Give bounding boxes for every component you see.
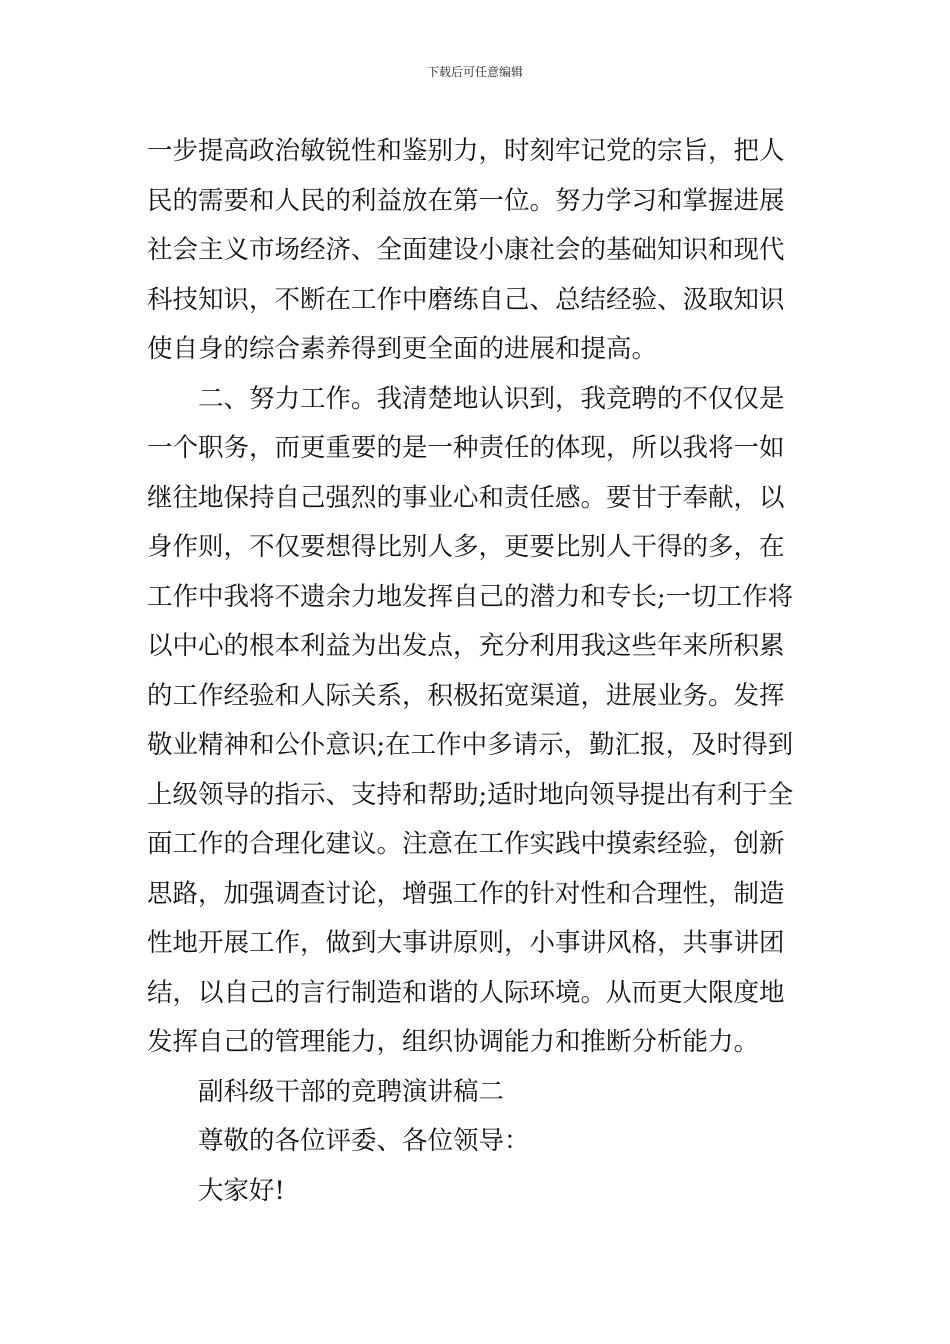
document-body [147,127,811,1216]
text-line: 民的需要和人民的利益放在第一位。努力学习和掌握进展 [147,185,785,216]
greeting: 大家好! [198,1175,285,1206]
text-line: 性地开展工作，做到大事讲原则，小事讲风格，共事讲团 [147,928,785,958]
text-line: 科技知识，不断在工作中磨练自己、总结经验、汲取知识 [147,284,785,315]
salutation: 尊敬的各位评委、各位领导： [198,1126,530,1156]
text-line: 一个职务，而更重要的是一种责任的体现，所以我将一如 [147,433,785,463]
text-line: 发挥自己的管理能力，组织协调能力和推断分析能力。 [147,1027,760,1057]
page-header: 下载后可任意编辑 [426,65,523,79]
text-line: 工作中我将不遗余力地发挥自己的潜力和专长;一切工作将 [147,581,794,612]
text-line: 社会主义市场经济、全面建设小康社会的基础知识和现代 [147,235,785,265]
text-line: 的工作经验和人际关系，积极拓宽渠道，进展业务。发挥 [147,680,785,711]
section-title: 副科级干部的竞聘演讲稿二 [198,1076,505,1107]
text-line: 上级领导的指示、支持和帮助;适时地向领导提出有利于全 [147,779,794,810]
text-line: 面工作的合理化建议。注意在工作实践中摸索经验，创新 [147,829,785,859]
text-line: 思路，加强调查讨论，增强工作的针对性和合理性，制造 [147,878,785,909]
text-line: 继往地保持自己强烈的事业心和责任感。要甘于奉献，以 [147,482,785,513]
text-line: 一步提高政治敏锐性和鉴别力，时刻牢记党的宗旨，把人 [147,136,785,166]
text-line: 结，以自己的言行制造和谐的人际环境。从而更大限度地 [147,977,785,1008]
paragraph-start-line: 二、努力工作。我清楚地认识到，我竞聘的不仅仅是 [198,383,785,414]
text-line: 使自身的综合素养得到更全面的进展和提高。 [147,334,658,364]
text-line: 身作则，不仅要想得比别人多，更要比别人干得的多，在 [147,532,785,562]
text-line: 以中心的根本利益为出发点，充分利用我这些年来所积累 [147,631,785,661]
text-line: 敬业精神和公仆意识;在工作中多请示，勤汇报，及时得到 [147,730,794,760]
